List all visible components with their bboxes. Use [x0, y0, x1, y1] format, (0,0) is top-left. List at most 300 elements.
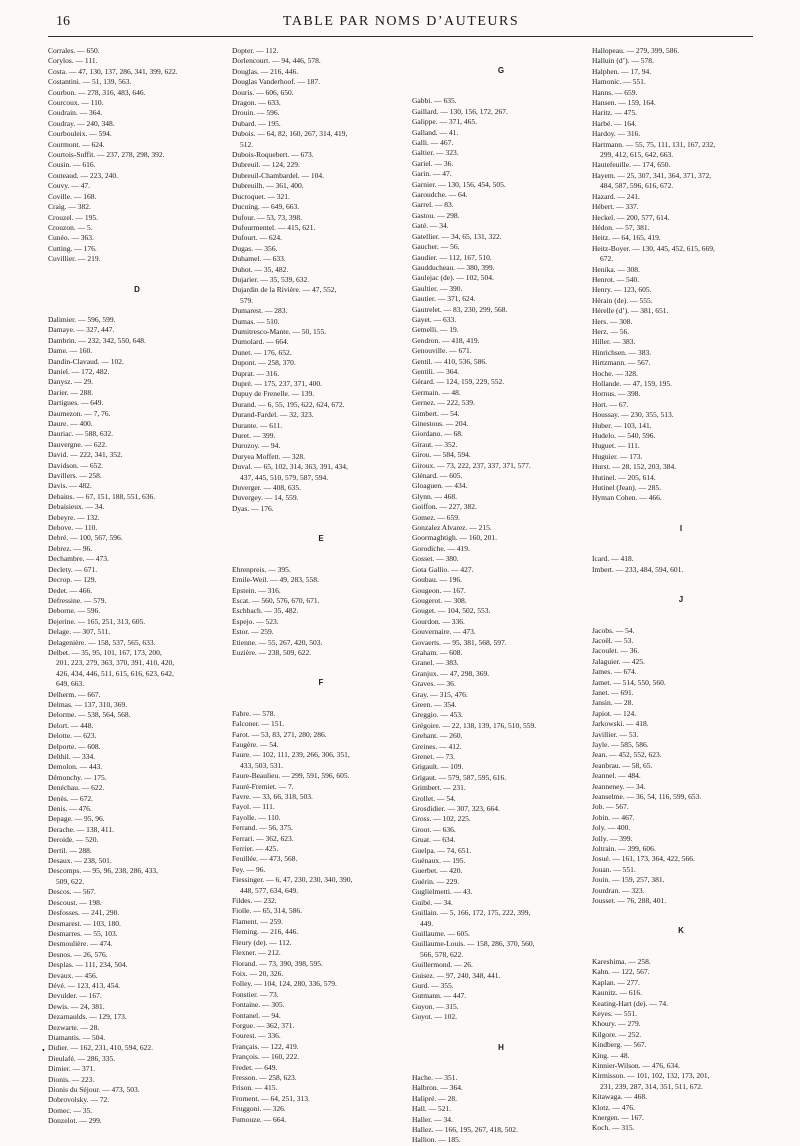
- index-entry: Frison. — 415.: [232, 1083, 278, 1093]
- index-entry-continuation: 579.: [240, 295, 254, 305]
- index-entry: Halbron. — 364.: [412, 1083, 463, 1093]
- index-entry: Jalaguier. — 425.: [592, 656, 645, 666]
- index-entry: Gorodiche. — 419.: [412, 543, 470, 553]
- index-entry: Fey. — 96.: [232, 864, 266, 874]
- index-entry: Garrel. — 83.: [412, 200, 454, 210]
- index-entry: Hamonic. — 551.: [592, 77, 646, 87]
- index-entry: Decrop. — 129.: [48, 575, 97, 585]
- index-entry: Gurd. — 355.: [412, 980, 454, 990]
- index-entry: Dionis du Séjour. — 473, 503.: [48, 1085, 140, 1094]
- index-entry: Durand-Fardel. — 32, 323.: [232, 410, 314, 420]
- index-entry: Heckel. — 200, 577, 614.: [592, 212, 670, 222]
- index-entry: Deroide. — 520.: [48, 835, 99, 845]
- index-entry: Duverger. — 408, 635.: [232, 483, 302, 493]
- index-entry: Delmas. — 137, 310, 369.: [48, 699, 128, 709]
- index-entry: Debrez. — 96.: [48, 543, 93, 553]
- index-entry: Dupré. — 175, 237, 371, 400.: [232, 379, 322, 388]
- index-entry: Hayem. — 25, 307, 341, 364, 371, 372,: [592, 170, 712, 180]
- index-entry: Gaucher. — 56.: [412, 242, 460, 252]
- index-entry: Fiessinger. — 6, 47, 230, 230, 340, 390,: [232, 875, 353, 885]
- index-entry: Dechambre. — 473.: [48, 554, 109, 564]
- index-entry: Jacobs. — 54.: [592, 625, 635, 635]
- index-entry: Groot. — 636.: [412, 824, 456, 834]
- index-entry: Janet. — 691.: [592, 687, 634, 697]
- index-entry: Huguier. — 173.: [592, 451, 643, 461]
- index-entry: Douglas Vanderhoof. — 187.: [232, 77, 320, 87]
- index-entry: Girou. — 584, 594.: [412, 450, 471, 460]
- index-entry-continuation: 566, 578, 622.: [420, 949, 464, 959]
- index-entry: Fauré-Fremiet. — 7.: [232, 781, 294, 791]
- index-entry: Delthil. — 334.: [48, 752, 96, 761]
- section-gap: [412, 1053, 590, 1073]
- index-entry: Halluin (d’). — 578.: [592, 56, 654, 66]
- index-entry: Farot. — 53, 83, 271, 280, 286.: [232, 729, 327, 739]
- index-entry: Hutinel (Jean). — 285.: [592, 483, 661, 493]
- index-entry: Desmarest. — 103, 180.: [48, 918, 121, 928]
- index-entry: Guisez. — 97, 240, 348, 441.: [412, 970, 501, 980]
- index-entry: Courtois-Suffit. — 237, 278, 298, 392.: [48, 150, 165, 160]
- index-entry: Henika. — 308.: [592, 264, 640, 274]
- index-entry: Declety. — 671.: [48, 564, 98, 574]
- index-entry: Cunéo. — 363.: [48, 233, 94, 243]
- index-entry: Guglielmetti. — 43.: [412, 887, 473, 897]
- index-entry-continuation: 449.: [420, 918, 434, 928]
- index-entry: Jarkowski. — 418.: [592, 719, 649, 729]
- index-entry-continuation: 509, 622.: [56, 876, 85, 886]
- index-entry: Glénard. — 605.: [412, 471, 463, 481]
- index-entry: Courcoux. — 110.: [48, 98, 104, 108]
- index-entry: Jeanselme. — 36, 54, 116, 599, 653.: [592, 792, 702, 801]
- index-entry: Garin. — 47.: [412, 169, 452, 179]
- index-entry: Daumezon. — 7, 76.: [48, 408, 111, 418]
- index-entry: Hurst. — 28, 152, 203, 384.: [592, 462, 677, 472]
- index-entry: Etienne. — 55, 267, 420, 503.: [232, 637, 323, 647]
- section-gap: [592, 906, 770, 926]
- index-entry: Kaunitz. — 616.: [592, 988, 642, 998]
- index-entry: Fabre. — 578.: [232, 708, 276, 718]
- index-entry: Gomez. — 659.: [412, 512, 460, 522]
- index-entry: Courmont. — 624.: [48, 139, 105, 149]
- index-entry: Jeanneney. — 34.: [592, 781, 646, 791]
- index-entry: Dyas. — 176.: [232, 503, 274, 513]
- index-entry: Heitz. — 64, 165, 419.: [592, 233, 661, 243]
- index-entry: Desmoulière. — 474.: [48, 939, 113, 949]
- index-entry: Halphen. — 17, 94.: [592, 66, 652, 76]
- index-entry: Job. — 567.: [592, 802, 629, 812]
- index-entry: Demolon. — 443.: [48, 762, 103, 772]
- index-entry: Gaudier. — 112, 167, 510.: [412, 252, 492, 262]
- index-entry: Heitz-Boyer. — 130, 445, 452, 615, 669,: [592, 243, 715, 253]
- index-entry: Grimbert. — 231.: [412, 783, 466, 793]
- index-entry: Depage. — 95, 96.: [48, 814, 105, 824]
- section-gap: [232, 689, 410, 709]
- index-entry: Dumarest. — 283.: [232, 306, 288, 316]
- index-entry: Hallion. — 185.: [412, 1135, 461, 1145]
- index-entry: Greines. — 412.: [412, 741, 462, 751]
- index-entry: Dezarnaulds. — 129, 173.: [48, 1012, 127, 1022]
- index-entry: Jourdran. — 323.: [592, 885, 645, 895]
- index-entry: Gaultier. — 390.: [412, 283, 463, 293]
- index-entry: Hartmann. — 55, 75, 111, 131, 167, 232,: [592, 139, 716, 149]
- index-entry: Kinnier-Wilson. — 476, 634.: [592, 1060, 680, 1070]
- index-entry: Guyon. — 315.: [412, 1001, 459, 1011]
- section-gap: [48, 295, 226, 315]
- index-entry: Hall. — 521.: [412, 1104, 452, 1114]
- index-entry: Hollande. — 47, 159, 195.: [592, 379, 672, 388]
- index-entry: Dieulafé. — 286, 335.: [48, 1053, 116, 1063]
- index-entry: Dambrin. — 232, 342, 550, 648.: [48, 335, 146, 345]
- index-entry: King. — 48.: [592, 1050, 630, 1060]
- page-number: 16: [56, 14, 70, 29]
- index-entry: Herz. — 56.: [592, 326, 630, 336]
- index-entry: Gota Galliо. — 427.: [412, 564, 474, 574]
- index-entry: Defressine. — 579.: [48, 595, 107, 605]
- index-entry: Eschbach. — 35, 482.: [232, 606, 299, 616]
- index-entry: Galland. — 41.: [412, 127, 459, 137]
- index-entry: Gaudducheau. — 380, 399.: [412, 262, 495, 272]
- index-entry: Guillermond. — 26.: [412, 960, 473, 970]
- index-entry: Crouzel. — 195.: [48, 212, 98, 222]
- index-entry: Couteaud. — 223, 240.: [48, 170, 118, 180]
- index-entry: Jouin. — 159, 257, 381.: [592, 875, 665, 885]
- index-entry: Dartigues. — 649.: [48, 398, 104, 408]
- index-entry: Damaye. — 327, 447.: [48, 325, 115, 335]
- index-entry: Khoury. — 279.: [592, 1019, 641, 1029]
- index-entry-continuation: 299, 412, 615, 642, 663.: [600, 150, 674, 160]
- index-entry: Dertil. — 288.: [48, 845, 92, 855]
- index-entry: Daniel. — 172, 482.: [48, 366, 110, 376]
- section-gap: [592, 937, 770, 957]
- section-gap: [412, 1023, 590, 1043]
- index-entry: Desplas. — 111, 234, 504.: [48, 960, 128, 970]
- index-entry: Hort. — 67.: [592, 399, 629, 409]
- index-entry: Fayol. — 111.: [232, 802, 275, 812]
- index-entry: Denis. — 476.: [48, 804, 92, 814]
- index-entry: Falconer. — 151.: [232, 719, 285, 729]
- index-entry: Jeanbrau. — 58, 65.: [592, 760, 653, 770]
- index-entry: Granel. — 383.: [412, 658, 459, 668]
- index-entry: Japiot. — 124.: [592, 708, 637, 718]
- index-entry: Kitawaga. — 468.: [592, 1092, 647, 1102]
- index-entry: Ducroquet. — 321.: [232, 191, 290, 201]
- index-entry: Grosdidier. — 307, 323, 664.: [412, 804, 500, 814]
- index-entry: Guillain. — 5, 166, 172, 175, 222, 399,: [412, 908, 531, 918]
- index-entry: Dupont. — 258, 370.: [232, 358, 296, 368]
- index-entry: Jeannel. — 484.: [592, 771, 641, 781]
- index-entry: Dandin-Clavaud. — 102.: [48, 356, 124, 366]
- index-entry: Hanns. — 659.: [592, 87, 638, 97]
- index-entry: Danysz. — 29.: [48, 377, 93, 387]
- index-entry: Guérin. — 229.: [412, 876, 460, 886]
- section-gap: [48, 265, 226, 285]
- index-entry: Hébert. — 337.: [592, 202, 639, 212]
- index-entry-continuation: 231, 239, 287, 314, 351, 511, 672.: [600, 1081, 703, 1091]
- index-entry: Huguet. — 111.: [592, 441, 640, 451]
- index-entry-continuation: 201, 223, 279, 363, 370, 391, 410, 420,: [56, 658, 175, 668]
- index-entry: Didier. — 162, 231, 410, 594, 622.: [48, 1043, 153, 1053]
- index-entry: Dévé. — 123, 413, 454.: [48, 980, 121, 990]
- index-entry: Gautier. — 371, 624.: [412, 294, 476, 304]
- index-entry: Guénaux. — 195.: [412, 856, 466, 866]
- page-title: TABLE PAR NOMS D’AUTEURS: [282, 14, 520, 29]
- index-entry: Duryea Moffett. — 328.: [232, 451, 305, 461]
- index-entry: Costantini. — 51, 139, 563.: [48, 77, 132, 87]
- section-gap: [592, 534, 770, 554]
- index-entry: Duret. — 399.: [232, 431, 276, 441]
- index-entry: Hansen. — 159, 164.: [592, 98, 656, 108]
- index-entry-continuation: 512.: [240, 139, 254, 149]
- index-entry: Flament. — 259.: [232, 916, 283, 926]
- index-entry: Douglas. — 216, 446.: [232, 66, 299, 76]
- index-entry: Gray. — 315, 476.: [412, 689, 468, 699]
- index-entry: Galippe. — 371, 465.: [412, 117, 477, 127]
- footnote-mark: •: [42, 1046, 45, 1055]
- index-entry: Desnos. — 26, 576.: [48, 949, 108, 959]
- index-entry: Cousin. — 616.: [48, 160, 96, 170]
- index-entry: Joly. — 400.: [592, 823, 631, 833]
- index-entry: Guibé. — 34.: [412, 897, 453, 907]
- index-entry: Hyman Cohen. — 466.: [592, 493, 662, 503]
- index-entry: Gougeon. — 167.: [412, 585, 466, 595]
- index-entry: Harbé. — 164.: [592, 118, 637, 128]
- index-entry: Ferrand. — 56, 375.: [232, 823, 293, 833]
- index-entry: Durand. — 6, 55, 195, 622, 624, 672.: [232, 399, 345, 409]
- index-entry: Favre. — 33, 66, 318, 503.: [232, 792, 313, 801]
- index-entry: Dopter. — 112.: [232, 46, 279, 55]
- section-letter: I: [679, 523, 683, 533]
- index-entry: Domec. — 35.: [48, 1105, 93, 1115]
- index-entry: Gayet. — 633.: [412, 314, 457, 324]
- index-entry: Durante. — 611.: [232, 420, 283, 430]
- index-entry: Hache. — 351.: [412, 1072, 458, 1082]
- index-entry-continuation: 448, 577, 634, 649.: [240, 885, 299, 895]
- index-entry: Hirtzmann. — 567.: [592, 358, 651, 368]
- index-entry: Jansin. — 28.: [592, 698, 634, 708]
- index-entry: Gaillard. — 130, 156, 172, 267.: [412, 106, 508, 116]
- index-entry: Koch. — 315.: [592, 1123, 635, 1133]
- index-entry: Dubois-Roquebert. — 673.: [232, 150, 314, 160]
- index-entry: Dubreuil. — 124, 229.: [232, 160, 300, 170]
- index-entry: Gourdon. — 336.: [412, 616, 465, 626]
- index-entry: Gatellier. — 34, 65, 131, 322.: [412, 231, 502, 241]
- index-entry: Grenet. — 73.: [412, 752, 455, 761]
- index-entry: Courbon. — 278, 316, 483, 646.: [48, 87, 146, 97]
- index-entry: Desfosses. — 241, 290.: [48, 908, 120, 918]
- index-entry: Kahn. — 122, 567.: [592, 967, 650, 977]
- index-entry-continuation: 433, 503, 531.: [240, 760, 284, 770]
- header-rule: [48, 36, 753, 37]
- index-entry: Delage. — 307, 511.: [48, 627, 111, 637]
- index-entry: Duhot. — 35, 482.: [232, 264, 289, 274]
- index-entry: Icard. — 418.: [592, 554, 634, 564]
- index-entry: Gaulejac (de). — 102, 504.: [412, 273, 494, 283]
- index-entry: Denéchau. — 622.: [48, 783, 105, 793]
- index-entry: Fleury (de). — 112.: [232, 937, 292, 947]
- index-entry: Grehant. — 260.: [412, 731, 463, 741]
- index-entry: Delherm. — 667.: [48, 689, 101, 699]
- index-entry: Garoudche. — 64.: [412, 190, 468, 200]
- index-entry: Keyes. — 551.: [592, 1008, 637, 1018]
- index-entry: Coville. — 168.: [48, 191, 97, 201]
- section-letter: E: [318, 534, 324, 544]
- index-entry: Devulder. — 167.: [48, 991, 102, 1001]
- index-entry: Duval. — 65, 102, 314, 363, 391, 434,: [232, 462, 348, 472]
- section-gap: [592, 606, 770, 626]
- index-entry: Josué. — 161, 173, 364, 422, 566.: [592, 854, 695, 864]
- index-entry: Henry. — 123, 605.: [592, 285, 652, 295]
- index-entry: Fruggoni. — 326.: [232, 1104, 286, 1114]
- index-entry: Dauriac. — 588, 632.: [48, 429, 113, 439]
- index-entry: Dupuy de Frenelle. — 139.: [232, 389, 315, 399]
- index-entry: Fresson. — 258, 623.: [232, 1072, 297, 1082]
- index-entry: Delbet. — 35, 95, 101, 167, 173, 200,: [48, 647, 162, 657]
- index-entry: Fiolle. — 65, 314, 586.: [232, 906, 303, 916]
- index-entry: Gautrelet. — 83, 230, 299, 568.: [412, 304, 508, 314]
- index-entry: Henrot. — 540.: [592, 274, 640, 284]
- index-entry: Delporte. — 608.: [48, 741, 101, 751]
- index-entry: Klotz. — 476.: [592, 1102, 635, 1112]
- index-entry: Fayolle. — 110.: [232, 812, 281, 822]
- index-entry: James. — 674.: [592, 667, 637, 677]
- index-entry: Gentil. — 410, 536, 586.: [412, 356, 487, 366]
- index-entry: Fleming. — 216, 446.: [232, 927, 299, 937]
- index-column-4: [592, 46, 770, 1134]
- index-column-3: [412, 46, 590, 1146]
- index-entry: Dewis. — 24, 381.: [48, 1001, 105, 1011]
- index-entry: Dobrovolsky. — 72.: [48, 1095, 110, 1105]
- index-entry: Hers. — 308.: [592, 316, 633, 326]
- index-entry: Gemelli. — 19.: [412, 325, 459, 335]
- index-entry: Imbert. — 233, 484, 594, 601.: [592, 564, 684, 574]
- index-entry: Kindberg. — 567.: [592, 1040, 647, 1050]
- index-entry: Goubau. — 196.: [412, 575, 462, 585]
- index-entry-continuation: 437, 445, 510, 579, 587, 594.: [240, 472, 329, 482]
- index-entry: Français. — 122, 419.: [232, 1041, 299, 1051]
- index-entry: Dujardin de la Rivière. — 47, 552,: [232, 285, 337, 295]
- index-entry-continuation: 484, 587, 596, 616, 672.: [600, 181, 674, 191]
- index-entry: Folley. — 104, 124, 280, 336, 579.: [232, 979, 337, 989]
- index-entry: Debeyre. — 132.: [48, 512, 100, 522]
- index-entry: Descoust. — 198.: [48, 897, 102, 907]
- index-entry: Jean. — 452, 552, 623.: [592, 750, 662, 760]
- index-entry: Denès. — 672.: [48, 793, 93, 803]
- index-entry: Flexner. — 212.: [232, 948, 281, 958]
- index-entry: Douris. — 606, 650.: [232, 87, 294, 97]
- index-entry: Desmarres. — 55, 103.: [48, 928, 118, 938]
- index-entry: Jouan. — 551.: [592, 864, 636, 874]
- index-entry: Florand. — 73, 390, 398, 595.: [232, 958, 323, 968]
- index-entry: Dalimier. — 596, 599.: [48, 314, 116, 324]
- index-entry: Genouville. — 671.: [412, 346, 472, 356]
- section-letter: D: [134, 284, 140, 294]
- index-entry: Delotte. — 623.: [48, 731, 97, 741]
- index-entry: Gouvernaire. — 473.: [412, 627, 476, 637]
- index-entry: Espejo. — 523.: [232, 616, 279, 626]
- index-entry: Debove. — 110.: [48, 523, 98, 533]
- index-entry: Davillers. — 258.: [48, 471, 102, 481]
- index-entry: Jacoël. — 53.: [592, 635, 634, 645]
- index-entry: Kirmisson. — 101, 102, 132, 173, 201,: [592, 1071, 710, 1081]
- index-entry: Epstein. — 316.: [232, 585, 281, 595]
- index-entry: Garnier. — 130, 156, 454, 505.: [412, 179, 506, 189]
- index-entry: Gross. — 102, 225.: [412, 814, 471, 824]
- index-entry: Dejerine. — 165, 251, 313, 605.: [48, 616, 146, 626]
- index-entry: Descos. — 567.: [48, 887, 96, 897]
- index-entry: Guerbet. — 420.: [412, 866, 463, 876]
- index-entry: Goiffon. — 227, 382.: [412, 502, 477, 512]
- index-entry: Démonchy. — 175.: [48, 772, 107, 782]
- index-entry: Euzière. — 238, 509, 622.: [232, 647, 312, 657]
- index-entry: Craig. — 382.: [48, 202, 91, 212]
- index-column-2: [232, 46, 410, 1125]
- index-entry: Haritz. — 475.: [592, 108, 637, 118]
- index-entry: Hardoy. — 316.: [592, 129, 641, 139]
- index-entry: Guelpa. — 74, 651.: [412, 845, 472, 855]
- section-gap: [232, 658, 410, 678]
- index-entry: Feuillée. — 473, 568.: [232, 854, 298, 864]
- index-entry: Hédon. — 57, 381.: [592, 222, 650, 232]
- index-entry: Faure. — 102, 111, 239, 266, 306, 351,: [232, 750, 350, 760]
- index-entry: Dubreuilh. — 361, 400.: [232, 181, 304, 191]
- index-entry: Greggio. — 453.: [412, 710, 463, 720]
- index-entry: Guyot. — 102.: [412, 1012, 457, 1022]
- index-entry: Devaux. — 456.: [48, 970, 98, 980]
- section-letter: G: [497, 66, 505, 75]
- index-entry: Galtier. — 323.: [412, 148, 459, 158]
- page-header: [46, 8, 756, 32]
- index-entry: Fumouze. — 664.: [232, 1114, 287, 1124]
- index-entry: Gougerot. — 308.: [412, 595, 467, 605]
- index-entry: Graham. — 608.: [412, 647, 463, 657]
- index-entry: Derache. — 138, 411.: [48, 824, 114, 834]
- index-entry: Kilgore. — 252.: [592, 1029, 642, 1039]
- index-entry: Dunet. — 176, 652.: [232, 347, 292, 357]
- index-entry: Debaisieux. — 34.: [48, 502, 105, 512]
- index-entry: Desaux. — 238, 501.: [48, 856, 112, 866]
- index-entry-continuation: 426, 434, 446, 511, 615, 616, 623, 642,: [56, 668, 174, 678]
- index-entry: Gimbert. — 54.: [412, 408, 460, 418]
- section-gap: [232, 545, 410, 565]
- index-entry: Dumolard. — 664.: [232, 337, 289, 347]
- index-entry: Hallez. — 166, 195, 267, 418, 502.: [412, 1125, 518, 1134]
- index-entry: Escat. — 560, 576, 670, 671.: [232, 595, 320, 605]
- index-entry: David. — 222, 341, 352.: [48, 450, 123, 460]
- index-entry: François. — 160, 222.: [232, 1052, 300, 1062]
- index-entry: Dubois. — 64, 82, 160, 267, 314, 419,: [232, 129, 348, 139]
- index-entry: Estor. — 259.: [232, 627, 274, 637]
- index-entry: Dufourt. — 624.: [232, 233, 282, 243]
- section-letter: H: [498, 1042, 504, 1052]
- index-entry: Grollet. — 54.: [412, 793, 456, 803]
- index-entry: Dragon. — 633.: [232, 98, 281, 108]
- index-entry: Cutting. — 176.: [48, 243, 97, 253]
- index-entry: Gouget. — 104, 502, 553.: [412, 606, 491, 616]
- index-entry: Faugère. — 54.: [232, 739, 279, 749]
- index-entry: Duprat. — 316.: [232, 368, 280, 378]
- index-entry: Hazard. — 241.: [592, 191, 640, 201]
- index-entry: Dumitresco-Mante. — 50, 155.: [232, 326, 327, 336]
- index-entry: Haller. — 34.: [412, 1114, 453, 1124]
- index-entry: Knergen. — 167.: [592, 1112, 644, 1122]
- index-entry: Davidson. — 652.: [48, 460, 103, 470]
- index-entry: Forgue. — 362, 371.: [232, 1020, 295, 1030]
- index-entry: Hérelle (d’). — 381, 651.: [592, 306, 669, 316]
- index-entry: Hoche. — 328.: [592, 368, 638, 378]
- index-entry: Grigault. — 109.: [412, 762, 464, 772]
- index-entry: Deborne. — 596.: [48, 606, 101, 616]
- index-entry: Delagenière. — 158, 537, 565, 633.: [48, 637, 156, 647]
- index-column-1: [48, 46, 226, 1127]
